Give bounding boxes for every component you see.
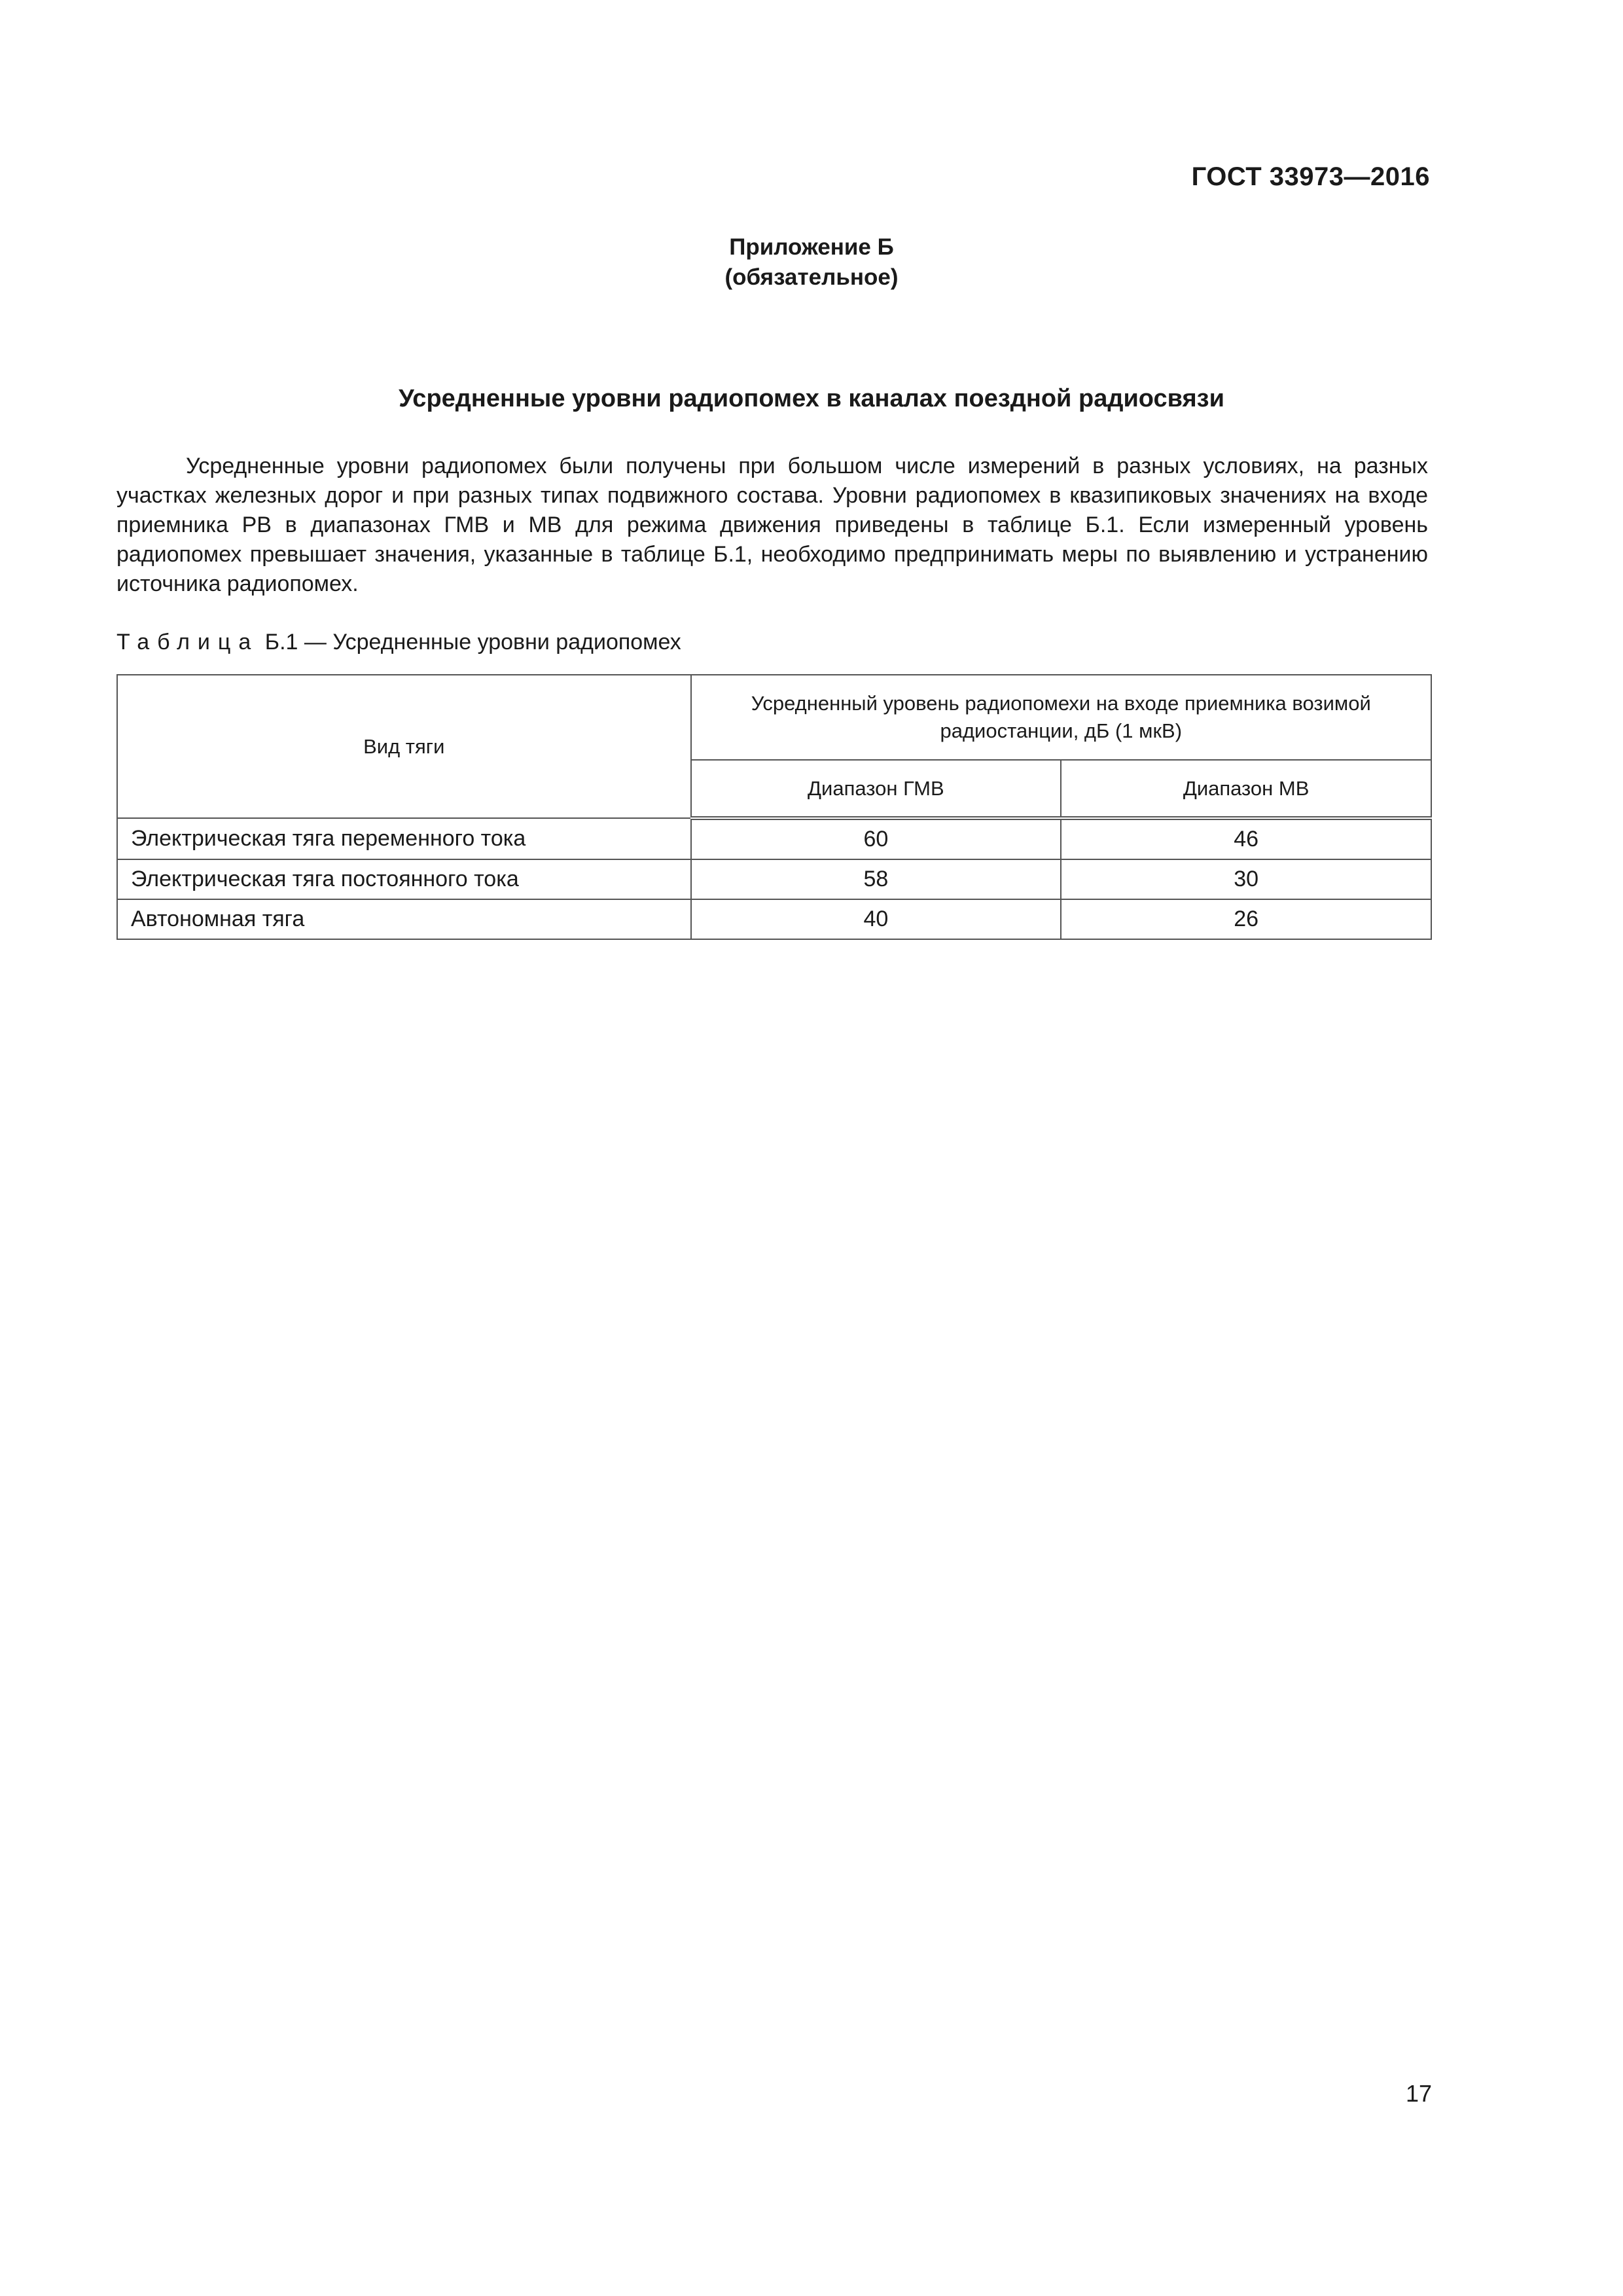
row-traction-name: Электрическая тяга переменного тока xyxy=(117,818,691,859)
header-interference-level: Усредненный уровень радиопомехи на входе приемника возимой радиостанции, дБ (1 мкВ) xyxy=(691,675,1432,760)
appendix-status: (обязательное) xyxy=(724,264,899,290)
table-row xyxy=(117,818,1431,859)
row-gmv-value: 40 xyxy=(691,899,1061,939)
section-title: Усредненные уровни радиопомех в каналах поездной радиосвязи xyxy=(399,385,1224,412)
row-traction-name: Электрическая тяга постоянного тока xyxy=(117,859,691,899)
appendix-title: Приложение Б xyxy=(729,234,894,260)
table-row xyxy=(117,859,1431,899)
row-mv-value: 46 xyxy=(1061,818,1431,859)
appendix-heading xyxy=(0,232,1623,293)
row-mv-value: 30 xyxy=(1061,859,1431,899)
page-number: 17 xyxy=(1405,2080,1432,2107)
header-band-mv: Диапазон МВ xyxy=(1061,760,1431,818)
table-caption-text: Б.1 — Усредненные уровни радиопомех xyxy=(259,630,681,655)
row-traction-name: Автономная тяга xyxy=(117,899,691,939)
row-gmv-value: 60 xyxy=(691,818,1061,859)
table-caption xyxy=(116,630,681,655)
table-row xyxy=(117,899,1431,939)
body-paragraph: Усредненные уровни радиопомех были получены при большом числе измерений в разных условиях, на разных участках железных дорог и при разных типах подвижного состава. Уровни радиопомех в квазипиковых значениях на входе приемника РВ в диапазонах ГМВ и МВ для режима движения приведены в таблице Б.1. Если измеренный уровень радиопомех превышает значения, указанные в таблице Б.1, необходимо предпринимать меры по выявлению и устранению источника радиопомех. xyxy=(116,454,1428,596)
header-traction-type: Вид тяги xyxy=(117,675,691,818)
table-caption-label: Таблица xyxy=(116,630,259,655)
document-code: ГОСТ 33973—2016 xyxy=(1191,162,1430,191)
row-gmv-value: 58 xyxy=(691,859,1061,899)
interference-levels-table xyxy=(116,674,1432,940)
row-mv-value: 26 xyxy=(1061,899,1431,939)
header-band-gmv: Диапазон ГМВ xyxy=(691,760,1061,818)
